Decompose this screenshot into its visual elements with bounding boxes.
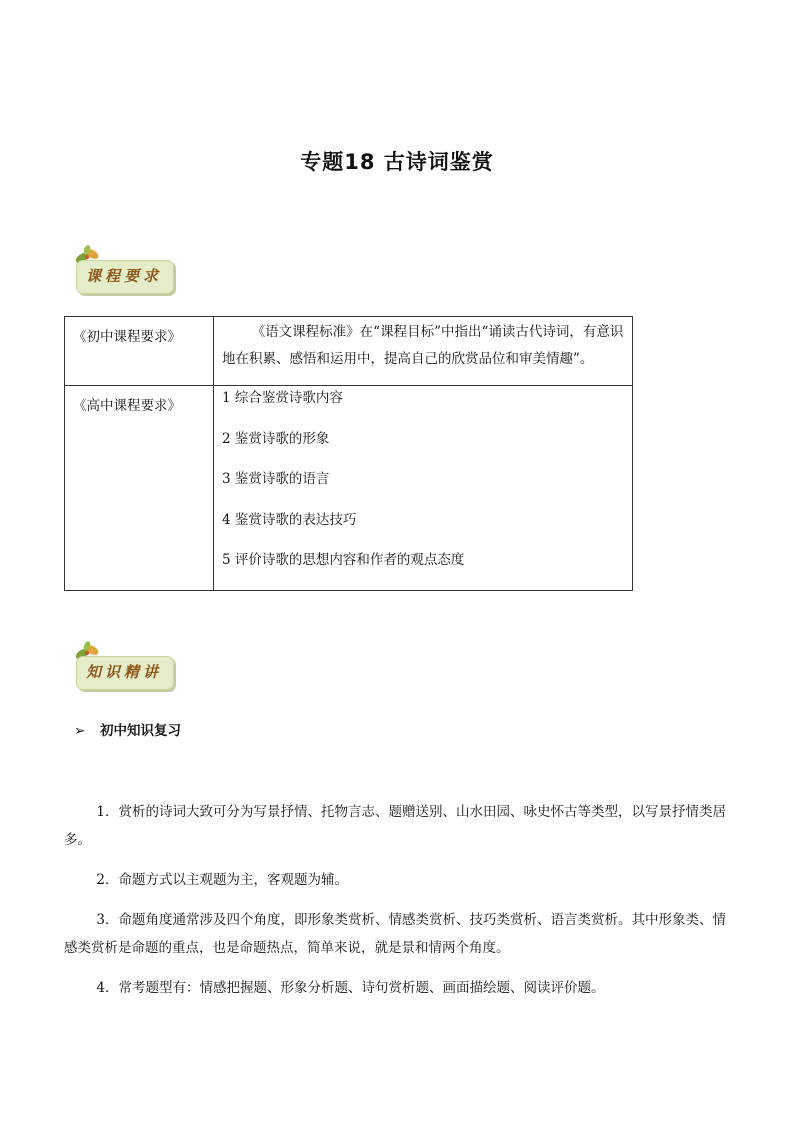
course-requirements-label: 课程要求 xyxy=(85,267,162,285)
knowledge-badge xyxy=(72,652,172,684)
paragraph-3: 3．命题角度通常涉及四个角度，即形象类赏析、情感类赏析、技巧类赏析、语言类赏析。其中形象类、情感类赏析是命题的重点，也是命题热点，简单来说，就是景和情两个角度。 xyxy=(64,912,726,956)
table-row xyxy=(65,317,633,386)
list-item: 2 鉴赏诗歌的形象 xyxy=(222,430,330,447)
list-item: 3 鉴赏诗歌的语言 xyxy=(222,471,330,487)
senior-requirements-list xyxy=(214,386,633,591)
junior-requirements-text: 《语文课程标准》在“课程目标”中指出“诵读古代诗词，有意识地在积累、感悟和运用中，提高自己的欣赏品位和审美情趣”。 xyxy=(222,324,624,367)
course-requirements-badge xyxy=(72,256,172,288)
page-title: 专题18 古诗词鉴赏 xyxy=(300,150,494,174)
paragraph-4: 4．常考题型有：情感把握题、形象分析题、诗句赏析题、画面描绘题、阅读评价题。 xyxy=(96,980,605,996)
section-heading xyxy=(74,719,181,739)
junior-requirements-content xyxy=(214,317,633,386)
senior-requirements-label: 《高中课程要求》 xyxy=(65,386,214,591)
knowledge-label: 知识精讲 xyxy=(85,663,162,681)
list-item: 1 综合鉴赏诗歌内容 xyxy=(222,390,343,406)
arrow-bullet-icon: ➢ xyxy=(74,723,86,739)
paragraph-2: 2．命题方式以主观题为主，客观题为辅。 xyxy=(96,872,348,888)
table-row xyxy=(65,386,633,591)
requirements-table xyxy=(64,316,633,591)
section-heading-text: 初中知识复习 xyxy=(100,723,181,739)
list-item: 4 鉴赏诗歌的表达技巧 xyxy=(222,511,357,528)
list-item: 5 评价诗歌的思想内容和作者的观点态度 xyxy=(222,552,465,568)
paragraph-1: 1．赏析的诗词大致可分为写景抒情、托物言志、题赠送别、山水田园、咏史怀古等类型，以写景抒情类居多。 xyxy=(64,804,726,848)
junior-requirements-label: 《初中课程要求》 xyxy=(65,317,214,386)
